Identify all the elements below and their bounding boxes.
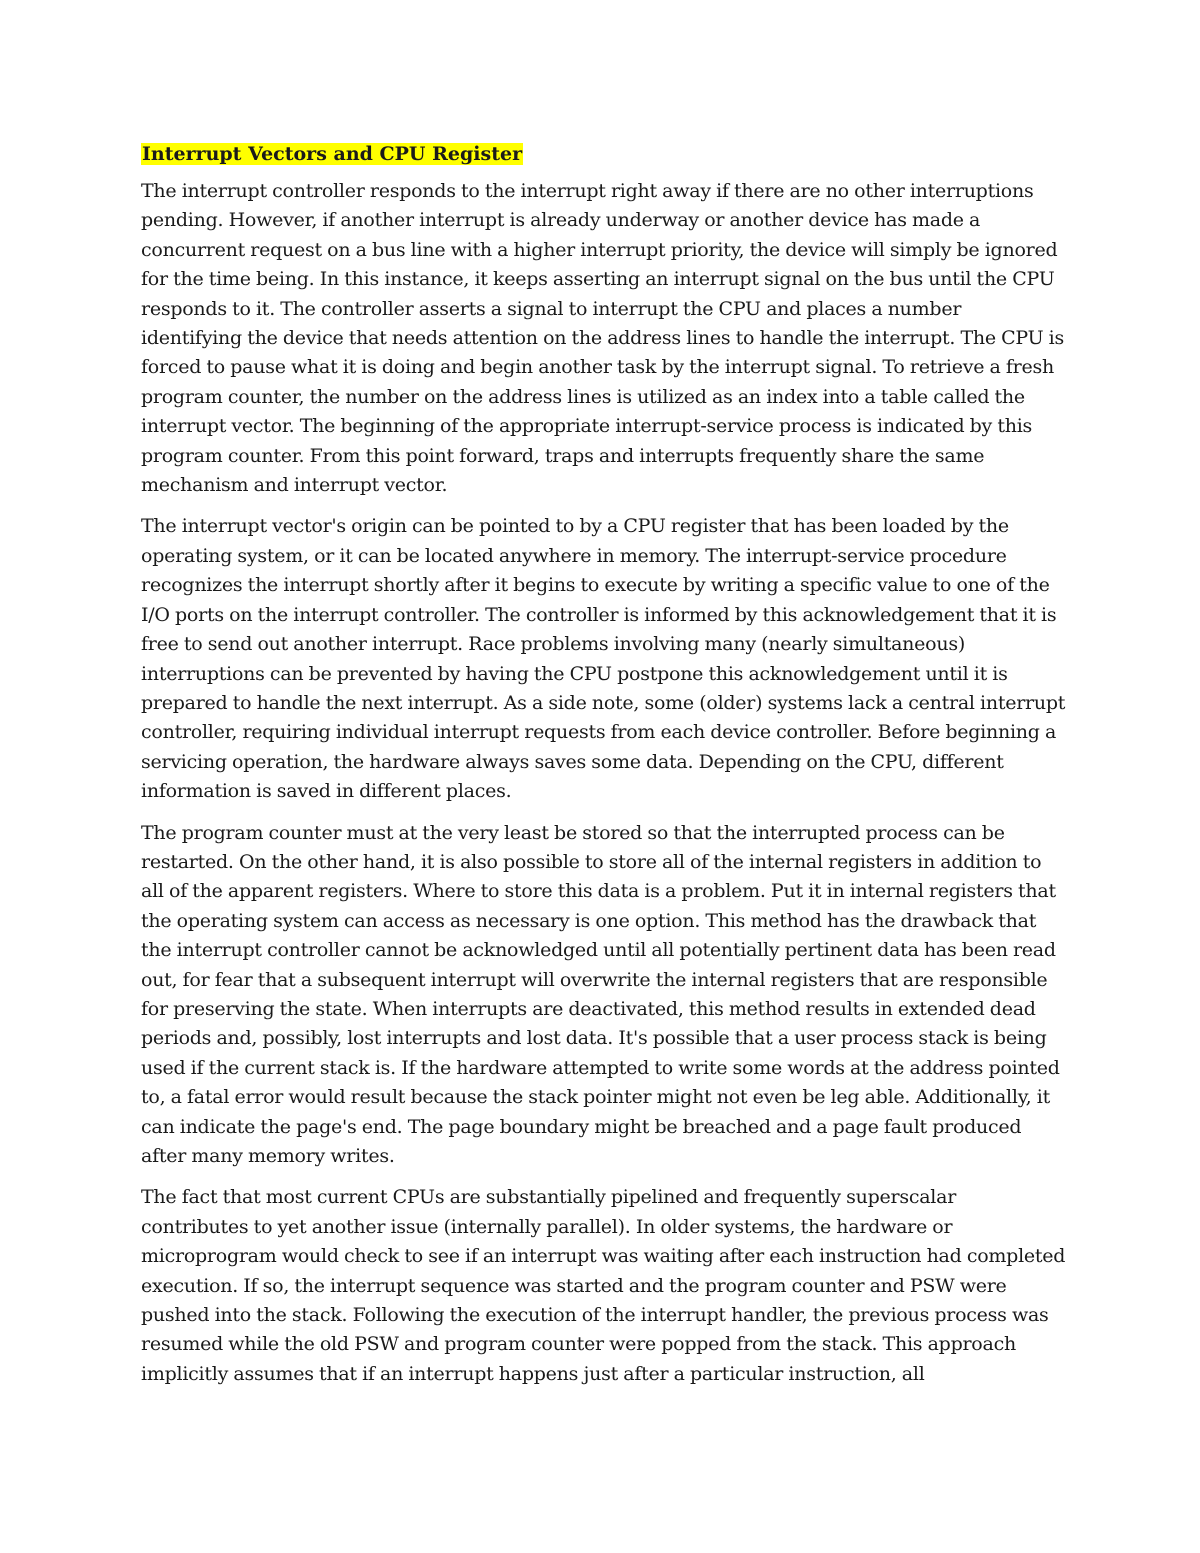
paragraph-2: The interrupt vector's origin can be pointed to by a CPU register that has been loaded by the operating system, or it can be located anywhere in memory. The interrupt-service procedure recognizes the interrupt shortly after it begins to execute by writing a specific value to one of the I/O ports on the interrupt controller. The controller is informed by this acknowledgement that it is free to send out another interrupt. Race problems involving many (nearly simultaneous) interruptions can be prevented by having the CPU postpone this acknowledgement until it is prepared to handle the next interrupt. As a side note, some (older) systems lack a central interrupt controller, requiring individual interrupt requests from each device controller. Before beginning a servicing operation, the hardware always saves some data. Depending on the CPU, different information is saved in different places. [141, 515, 1066, 803]
paragraph-3: The program counter must at the very least be stored so that the interrupted process can be restarted. On the other hand, it is also possible to store all of the internal registers in addition to all of the apparent registers. Where to store this data is a problem. Put it in internal registers that the operating system can access as necessary is one option. This method has the drawback that the interrupt controller cannot be acknowledged until all potentially pertinent data has been read out, for fear that a subsequent interrupt will overwrite the internal registers that are responsible for preserving the state. When interrupts are deactivated, this method results in extended dead periods and, possibly, lost interrupts and lost data. It's possible that a user process stack is being used if the current stack is. If the hardware attempted to write some words at the address pointed to, a fatal error would result because the stack pointer might not even be leg able. Additionally, it can indicate the page's end. The page boundary might be breached and a page fault produced after many memory writes. [141, 821, 1060, 1167]
document-body [141, 140, 1066, 1401]
paragraph-1: The interrupt controller responds to the interrupt right away if there are no other interruptions pending. However, if another interrupt is already underway or another device has made a concurrent request on a bus line with a higher interrupt priority, the device will simply be ignored for the time being. In this instance, it keeps asserting an interrupt signal on the bus until the CPU responds to it. The controller asserts a signal to interrupt the CPU and places a number identifying the device that needs attention on the address lines to handle the interrupt. The CPU is forced to pause what it is doing and begin another task by the interrupt signal. To retrieve a fresh program counter, the number on the address lines is utilized as an index into a table called the interrupt vector. The beginning of the appropriate interrupt-service process is indicated by this program counter. From this point forward, traps and interrupts frequently share the same mechanism and interrupt vector. [141, 180, 1065, 497]
highlighted-heading-text: Interrupt Vectors and CPU Register [142, 143, 523, 165]
section-heading [141, 140, 1066, 169]
paragraph-4: The fact that most current CPUs are substantially pipelined and frequently superscalar contributes to yet another issue (internally parallel). In older systems, the hardware or microprogram would check to see if an interrupt was waiting after each instruction had completed execution. If so, the interrupt sequence was started and the program counter and PSW were pushed into the stack. Following the execution of the interrupt handler, the previous process was resumed while the old PSW and program counter were popped from the stack. This approach implicitly assumes that if an interrupt happens just after a particular instruction, all [141, 1186, 1066, 1385]
